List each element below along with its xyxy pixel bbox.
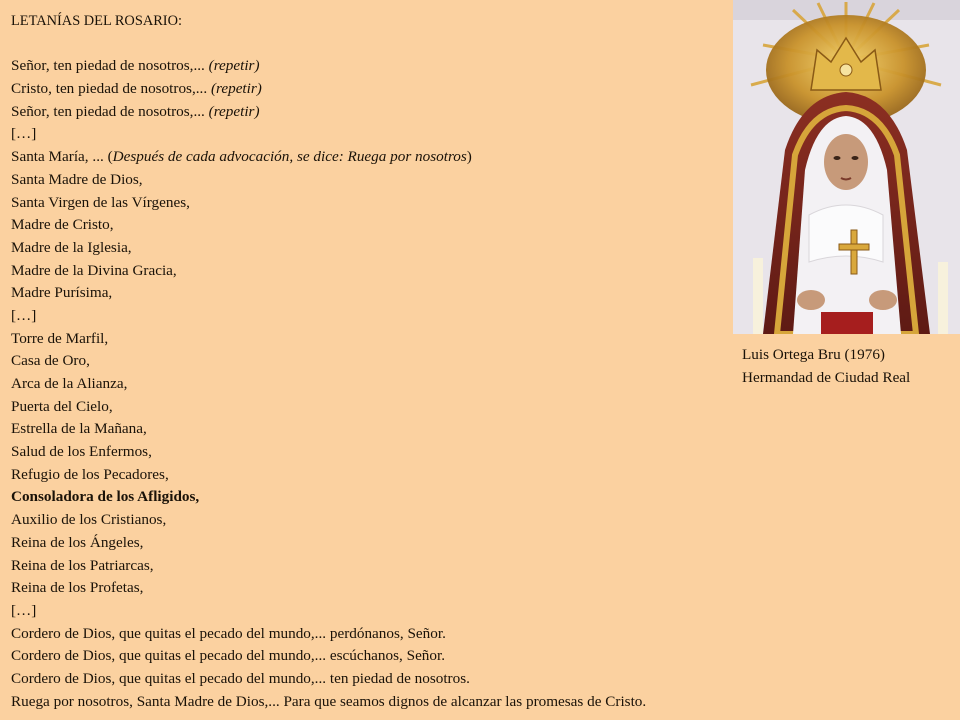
- litany-text: [11, 10, 646, 713]
- invocation: Auxilio de los Cristianos,: [11, 511, 167, 529]
- photo-caption: [742, 344, 910, 389]
- intro-line: Señor, ten piedad de nosotros,... (repetir): [11, 57, 260, 75]
- invocation: Torre de Marfil,: [11, 329, 109, 347]
- intro-line: Cristo, ten piedad de nosotros,... (repetir): [11, 80, 262, 98]
- caption-brotherhood: Hermandad de Ciudad Real: [742, 368, 911, 386]
- ellipsis: […]: [11, 601, 37, 619]
- invocation: Santa Virgen de las Vírgenes,: [11, 193, 190, 211]
- ellipsis: […]: [11, 306, 37, 324]
- highlighted-invocation: Consoladora de los Afligidos,: [11, 488, 200, 506]
- invocation: Salud de los Enfermos,: [11, 443, 152, 461]
- statue-image: [733, 0, 960, 334]
- caption-author: Luis Ortega Bru (1976): [742, 346, 885, 363]
- invocation: Estrella de la Mañana,: [11, 420, 147, 438]
- invocation: Madre de la Iglesia,: [11, 238, 132, 256]
- invocation: Casa de Oro,: [11, 352, 90, 370]
- closing-line: Cordero de Dios, que quitas el pecado del mundo,... escúchanos, Señor.: [11, 647, 446, 665]
- ellipsis: […]: [11, 125, 37, 143]
- closing-line: Cordero de Dios, que quitas el pecado del mundo,... perdónanos, Señor.: [11, 624, 446, 642]
- invocation: Arca de la Alianza,: [11, 375, 128, 392]
- litany-title: LETANÍAS DEL ROSARIO:: [11, 13, 182, 29]
- invocation: Reina de los Profetas,: [11, 579, 144, 597]
- santa-maria-line: Santa María, ... (Después de cada advocación, se dice: Ruega por nosotros): [11, 148, 472, 166]
- invocation: Reina de los Patriarcas,: [11, 556, 154, 574]
- invocation: Madre Purísima,: [11, 284, 113, 302]
- invocation: Refugio de los Pecadores,: [11, 465, 169, 483]
- virgin-statue-photo: [733, 0, 960, 334]
- intro-line: Señor, ten piedad de nosotros,... (repetir): [11, 102, 260, 120]
- spacer: [11, 33, 646, 56]
- invocation: Puerta del Cielo,: [11, 397, 113, 415]
- invocation: Madre de Cristo,: [11, 216, 114, 234]
- invocation: Reina de los Ángeles,: [11, 533, 144, 551]
- invocation: Madre de la Divina Gracia,: [11, 261, 177, 279]
- closing-line: Cordero de Dios, que quitas el pecado del mundo,... ten piedad de nosotros.: [11, 669, 470, 687]
- closing-line: Ruega por nosotros, Santa Madre de Dios,... Para que seamos dignos de alcanzar las promesas de Cristo.: [11, 692, 647, 710]
- invocation: Santa Madre de Dios,: [11, 170, 143, 188]
